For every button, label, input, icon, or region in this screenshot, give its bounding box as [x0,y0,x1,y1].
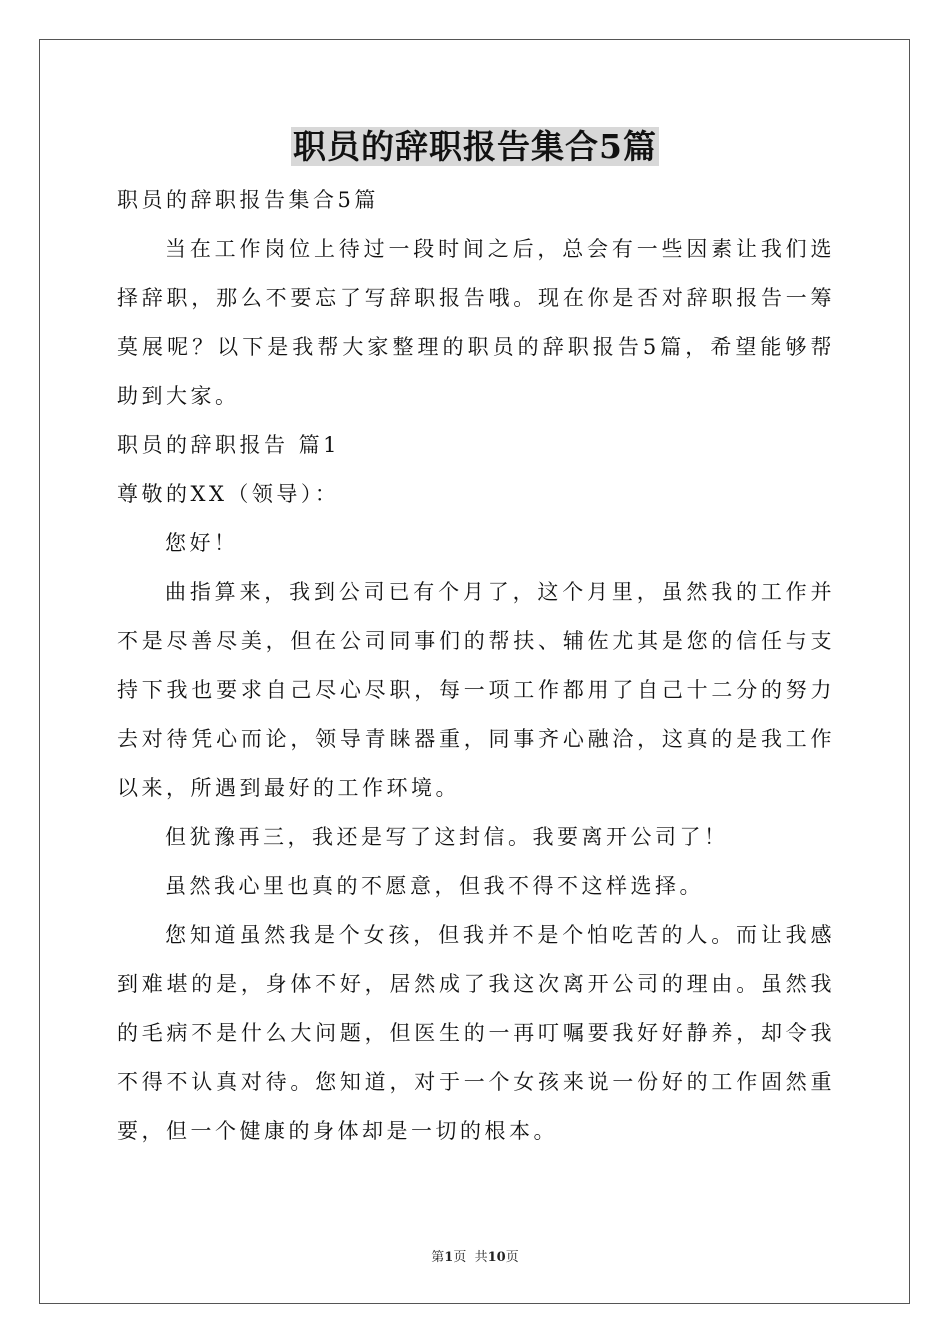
paragraph-intro: 当在工作岗位上待过一段时间之后，总会有一些因素让我们选择辞职，那么不要忘了写辞职报告哦。现在你是否对辞职报告一筹莫展呢？以下是我帮大家整理的职员的辞职报告5篇，希望能够帮助到大家。 [117,237,835,408]
salutation: 尊敬的XX（领导）： [117,482,340,506]
paragraph-body: 但犹豫再三，我还是写了这封信。我要离开公司了！ [165,825,729,849]
paragraph-body: 虽然我心里也真的不愿意，但我不得不这样选择。 [165,874,704,898]
greeting: 您好！ [165,531,239,555]
page-number-footer [0,1246,950,1265]
page-prefix: 第 [431,1250,445,1265]
document-title [0,124,950,170]
document-title-text: 职员的辞职报告集合5篇 [293,127,657,166]
paragraph-subtitle: 职员的辞职报告集合5篇 [117,188,379,212]
page-current: 1 [444,1250,454,1265]
paragraph-body: 您知道虽然我是个女孩，但我并不是个怕吃苦的人。而让我感到难堪的是，身体不好，居然成了我这次离开公司的理由。虽然我的毛病不是什么大问题，但医生的一再叮嘱要我好好静养，却令我不得不认真对待。您知道，对于一个女孩来说一份好的工作固然重要，但一个健康的身体却是一切的根本。 [117,923,835,1143]
page-suffix: 页 [505,1250,519,1265]
section-heading: 职员的辞职报告 篇1 [117,433,341,457]
document-body [117,176,835,1156]
page-total: 10 [487,1250,506,1265]
paragraph-body: 曲指算来，我到公司已有个月了，这个月里，虽然我的工作并不是尽善尽美，但在公司同事们的帮扶、辅佐尤其是您的信任与支持下我也要求自己尽心尽职，每一项工作都用了自己十二分的努力去对待凭心而论，领导青睐器重，同事齐心融洽，这真的是我工作以来，所遇到最好的工作环境。 [117,580,835,800]
page-mid: 页 共 [453,1250,488,1265]
